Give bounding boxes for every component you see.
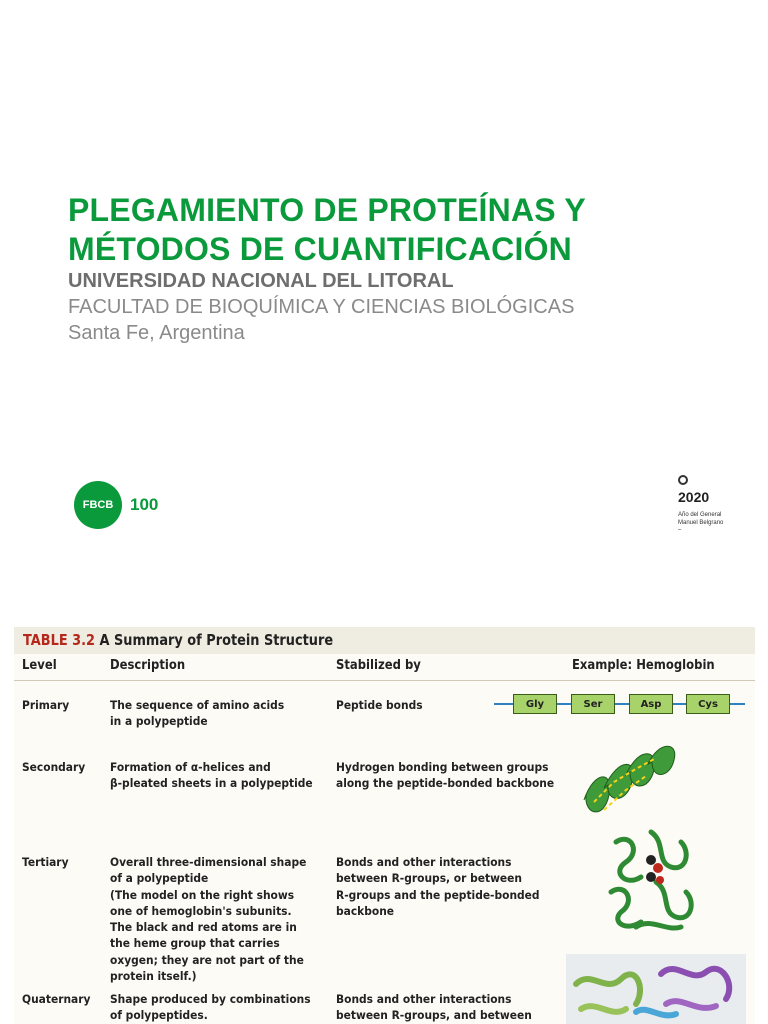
row-tertiary-desc-line: (The model on the right shows	[110, 887, 295, 902]
row-primary-description	[110, 697, 284, 730]
row-tertiary-stab-line: R-groups and the peptide-bonded	[336, 887, 540, 902]
row-tertiary-desc-line: one of hemoglobin's subunits.	[110, 903, 292, 918]
row-secondary-level: Secondary	[22, 760, 86, 774]
row-tertiary-stab-line: backbone	[336, 903, 395, 918]
table-title	[23, 631, 333, 649]
row-quaternary-stab-line: between R-groups, and between	[336, 1008, 532, 1023]
row-primary-level: Primary	[22, 698, 70, 712]
amino-acid-asp: Asp	[629, 694, 673, 714]
row-tertiary-desc-line: of a polypeptide	[110, 871, 209, 886]
row-tertiary-desc-line: The black and red atoms are in	[110, 920, 297, 935]
amino-acid-ser: Ser	[571, 694, 615, 714]
alpha-helix-icon	[574, 730, 684, 830]
row-tertiary-stab-line: between R-groups, or between	[336, 871, 522, 886]
column-header-example: Example: Hemoglobin	[572, 657, 715, 673]
title-line-2: MÉTODOS DE CUANTIFICACIÓN	[68, 231, 572, 267]
row-quaternary-stabilized	[336, 991, 532, 1024]
row-tertiary-description	[110, 854, 306, 984]
row-secondary-desc-line: β-pleated sheets in a polypeptide	[110, 776, 313, 791]
hemoglobin-quaternary-icon	[566, 954, 746, 1024]
university-name: UNIVERSIDAD NACIONAL DEL LITORAL	[68, 270, 454, 292]
row-quaternary-desc-line: of polypeptides.	[110, 1008, 208, 1023]
faculty-name: FACULTAD DE BIOQUÍMICA Y CIENCIAS BIOLÓGICAS	[68, 296, 575, 318]
belgrano-badge-icon	[678, 475, 688, 485]
row-secondary-stab-line: Hydrogen bonding between groups	[336, 760, 549, 774]
table-number: TABLE 3.2	[23, 631, 95, 649]
row-primary-desc-line: The sequence of amino acids	[110, 698, 285, 712]
row-tertiary-desc-line: Overall three-dimensional shape	[110, 855, 307, 869]
table-title-text: A Summary of Protein Structure	[99, 631, 334, 649]
year-caption-line-2: Manuel Belgrano	[678, 520, 724, 526]
column-header-description: Description	[110, 657, 186, 673]
row-quaternary-stab-line: Bonds and other interactions	[336, 992, 512, 1006]
row-quaternary-desc-line: Shape produced by combinations	[110, 992, 311, 1006]
row-secondary-stabilized	[336, 759, 554, 792]
year-label: 2020	[678, 489, 710, 505]
slide-title	[68, 191, 708, 269]
row-tertiary-stabilized	[336, 854, 540, 919]
row-quaternary-description	[110, 991, 311, 1024]
row-secondary-description	[110, 759, 313, 792]
fbcb-logo: FBCB	[74, 481, 122, 529]
amino-acid-gly: Gly	[513, 694, 557, 714]
title-line-1: PLEGAMIENTO DE PROTEÍNAS Y	[68, 192, 586, 228]
table-title-bar	[14, 627, 755, 654]
row-primary-stabilized: Peptide bonds	[336, 698, 423, 712]
column-header-level: Level	[22, 657, 57, 673]
header-divider	[14, 680, 755, 681]
row-secondary-stab-line: along the peptide-bonded backbone	[336, 776, 555, 791]
location: Santa Fe, Argentina	[68, 322, 245, 344]
row-primary-desc-line: in a polypeptide	[110, 714, 208, 729]
row-tertiary-level: Tertiary	[22, 855, 69, 869]
column-header-stabilized: Stabilized by	[336, 657, 421, 673]
amino-acid-cys: Cys	[686, 694, 730, 714]
year-caption-line-1: Año del General	[678, 512, 722, 518]
row-tertiary-stab-line: Bonds and other interactions	[336, 855, 512, 869]
row-tertiary-desc-line: protein itself.)	[110, 969, 197, 984]
row-tertiary-desc-line: the heme group that carries	[110, 936, 280, 951]
row-quaternary-level: Quaternary	[22, 992, 91, 1006]
hemoglobin-subunit-icon	[596, 822, 706, 942]
row-secondary-desc-line: Formation of α-helices and	[110, 760, 271, 774]
fbcb-anniversary-number: 100	[130, 495, 159, 514]
year-caption-line-3: –	[678, 527, 682, 533]
row-tertiary-desc-line: oxygen; they are not part of the	[110, 952, 304, 967]
